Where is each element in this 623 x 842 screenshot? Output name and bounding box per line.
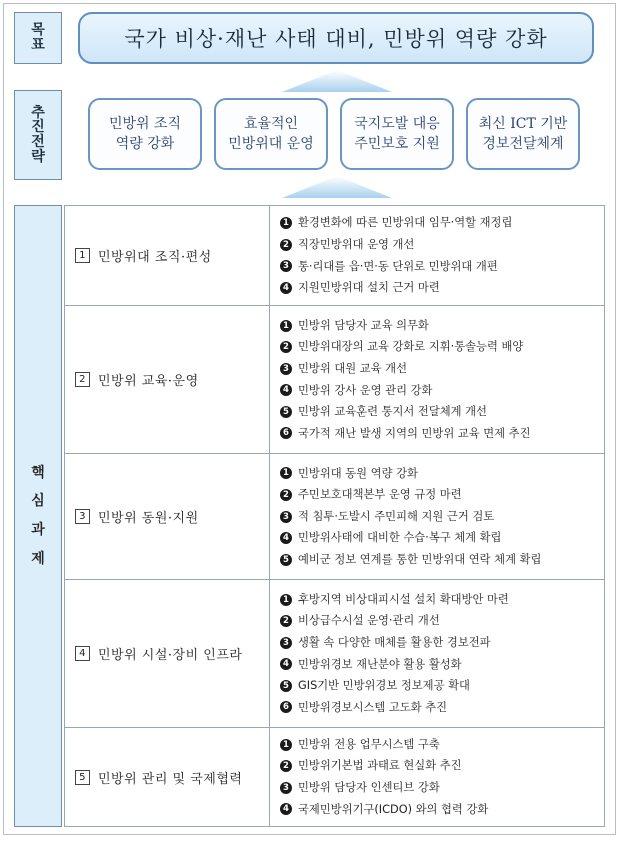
task-item: 2 민방위대장의 교육 강화로 지휘·통솔능력 배양	[280, 336, 604, 358]
number-bullet-icon: 4	[280, 384, 292, 396]
number-bullet-icon: 6	[280, 427, 292, 439]
task-item: 5 예비군 정보 연계를 통한 민방위대 연락 체계 확립	[280, 549, 604, 571]
task-item: 1 민방위 전용 업무시스템 구축	[280, 734, 604, 756]
task-row-2	[65, 306, 604, 454]
number-bullet-icon: 1	[280, 467, 292, 479]
number-bullet-icon: 3	[280, 782, 292, 794]
strategy-label-text: 추 진 전 략	[31, 104, 45, 165]
task-items	[270, 454, 604, 579]
task-row-3	[65, 454, 604, 580]
core-tasks-table	[64, 205, 605, 827]
strategy-box-4: 최신 ICT 기반 경보전달체계	[466, 98, 580, 170]
number-bullet-icon: 2	[280, 239, 292, 251]
task-item: 4 국제민방위기구(ICDO) 와의 협력 강화	[280, 799, 604, 821]
task-item: 2 주민보호대책본부 운영 규정 마련	[280, 484, 604, 506]
task-item: 3 민방위 담당자 인센티브 강화	[280, 777, 604, 799]
task-item: 5 GIS기반 민방위경보 정보제공 확대	[280, 675, 604, 697]
strategy-box-1: 민방위 조직 역량 강화	[88, 98, 202, 170]
task-title: 민방위 관리 및 국제협력	[98, 771, 243, 787]
task-items	[270, 306, 604, 453]
task-items	[270, 728, 604, 826]
task-title: 민방위 교육·운영	[98, 374, 199, 389]
goal-label	[14, 12, 62, 64]
number-bullet-icon: 5	[280, 680, 292, 692]
number-bullet-icon: 3	[280, 363, 292, 375]
task-item: 1 환경변화에 따른 민방위대 임무·역할 재정립	[280, 212, 604, 234]
task-item: 2 비상급수시설 운영·관리 개선	[280, 610, 604, 632]
task-number-badge: 3	[75, 509, 90, 524]
task-item: 1 민방위 담당자 교육 의무화	[280, 315, 604, 337]
task-number-badge: 5	[75, 770, 90, 785]
number-bullet-icon: 1	[280, 739, 292, 751]
task-item: 4 민방위사태에 대비한 수습·복구 체계 확립	[280, 527, 604, 549]
task-title: 민방위 동원·지원	[98, 511, 199, 526]
strategy-box-3: 국지도발 대응 주민보호 지원	[340, 98, 454, 170]
number-bullet-icon: 3	[280, 637, 292, 649]
strategy-box-2: 효율적인 민방위대 운영	[214, 98, 328, 170]
number-bullet-icon: 2	[280, 341, 292, 353]
number-bullet-icon: 4	[280, 282, 292, 294]
task-title: 민방위대 조직·편성	[98, 250, 212, 265]
goal-box	[78, 12, 594, 64]
number-bullet-icon: 3	[280, 511, 292, 523]
core-tasks-label	[14, 205, 62, 827]
task-row-5	[65, 728, 604, 826]
task-item: 6 국가적 재난 발생 지역의 민방위 교육 면제 추진	[280, 423, 604, 445]
task-title: 민방위 시설·장비 인프라	[98, 648, 243, 663]
task-items	[270, 206, 604, 305]
task-item: 1 후방지역 비상대피시설 설치 확대방안 마련	[280, 589, 604, 611]
task-item: 3 민방위 대원 교육 개선	[280, 358, 604, 380]
number-bullet-icon: 5	[280, 554, 292, 566]
number-bullet-icon: 3	[280, 260, 292, 272]
task-number-badge: 2	[75, 372, 90, 387]
number-bullet-icon: 5	[280, 406, 292, 418]
task-item: 3 적 침투·도발시 주민피해 지원 근거 검토	[280, 506, 604, 528]
task-title-cell	[65, 306, 270, 453]
number-bullet-icon: 2	[280, 615, 292, 627]
task-item: 3 통·리대를 읍·면·동 단위로 민방위대 개편	[280, 256, 604, 278]
number-bullet-icon: 1	[280, 217, 292, 229]
task-item: 4 민방위 강사 운영 관리 강화	[280, 380, 604, 402]
task-title-cell	[65, 206, 270, 305]
task-number-badge: 4	[75, 646, 90, 661]
task-title-cell	[65, 580, 270, 727]
number-bullet-icon: 4	[280, 532, 292, 544]
number-bullet-icon: 6	[280, 701, 292, 713]
number-bullet-icon: 1	[280, 320, 292, 332]
task-item: 4 민방위경보 재난분야 활용 활성화	[280, 654, 604, 676]
task-row-1	[65, 206, 604, 306]
task-items	[270, 580, 604, 727]
task-item: 5 민방위 교육훈련 통지서 전달체계 개선	[280, 401, 604, 423]
task-item: 4 지원민방위대 설치 근거 마련	[280, 277, 604, 299]
number-bullet-icon: 2	[280, 760, 292, 772]
number-bullet-icon: 4	[280, 658, 292, 670]
task-item: 2 민방위기본법 과태료 현실화 추진	[280, 755, 604, 777]
task-item: 3 생활 속 다양한 매체를 활용한 경보전파	[280, 632, 604, 654]
task-number-badge: 1	[75, 248, 90, 263]
goal-label-text: 목 표	[31, 22, 45, 53]
goal-text: 국가 비상·재난 사태 대비, 민방위 역량 강화	[124, 27, 548, 51]
task-row-4	[65, 580, 604, 728]
task-title-cell	[65, 728, 270, 826]
task-item: 2 직장민방위대 운영 개선	[280, 234, 604, 256]
core-tasks-label-text: 핵 심 과 제	[31, 464, 45, 567]
strategy-label	[14, 90, 62, 180]
task-item: 1 민방위대 동원 역량 강화	[280, 463, 604, 485]
number-bullet-icon: 4	[280, 803, 292, 815]
task-item: 6 민방위경보시스템 고도화 추진	[280, 697, 604, 719]
number-bullet-icon: 1	[280, 594, 292, 606]
number-bullet-icon: 2	[280, 489, 292, 501]
task-title-cell	[65, 454, 270, 579]
